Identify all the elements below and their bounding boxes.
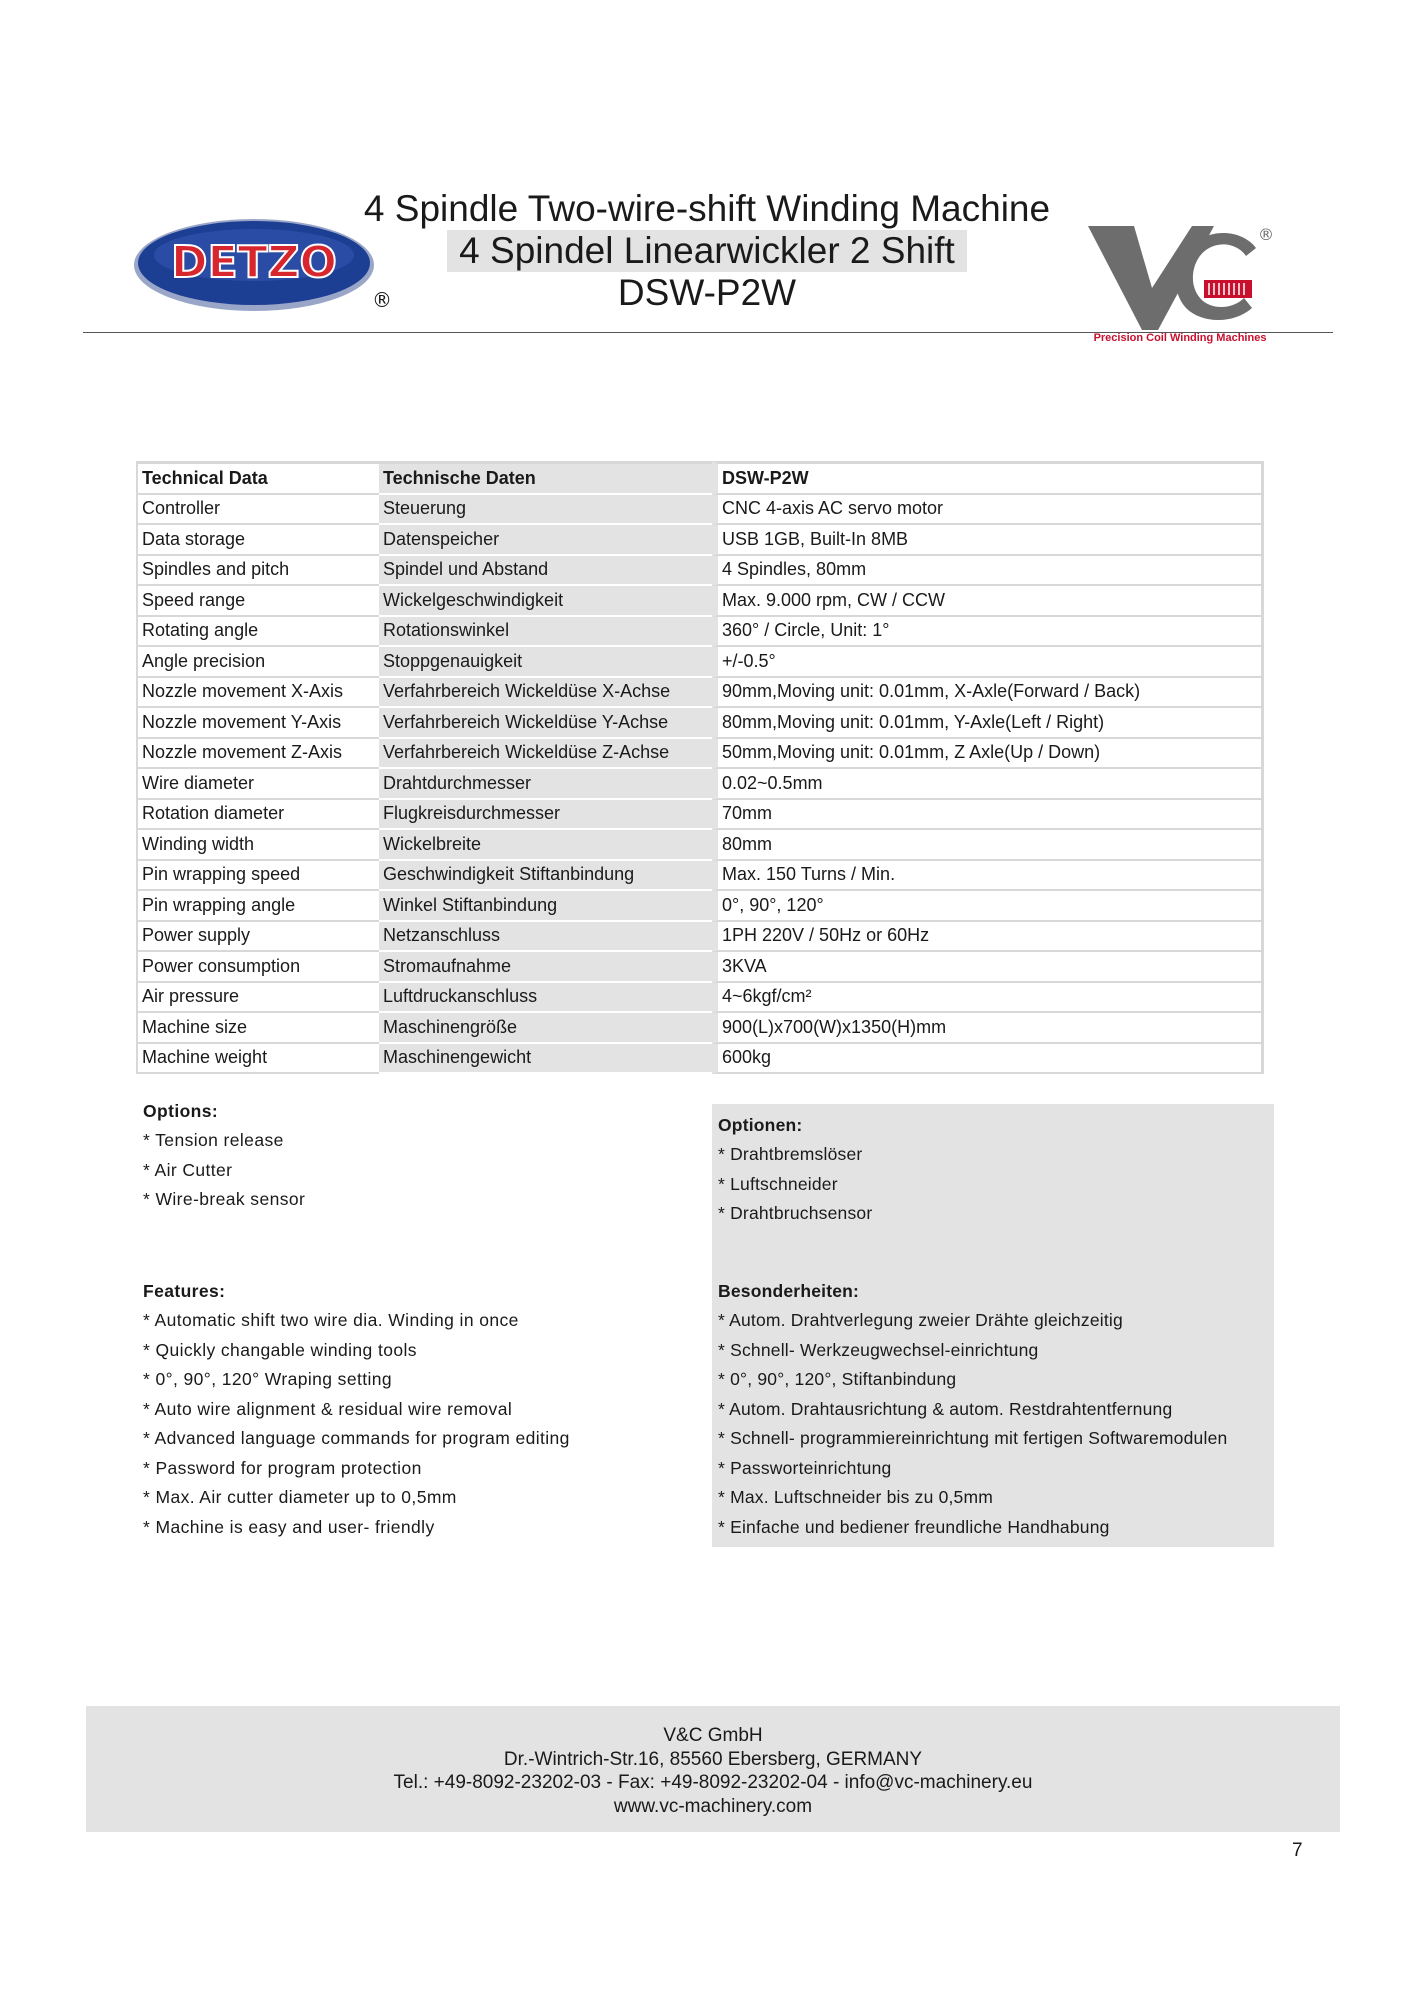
spec-name-de: Verfahrbereich Wickeldüse Y-Achse [379, 708, 712, 739]
feature-item: * Machine is easy and user- friendly [143, 1516, 435, 1537]
title-english: 4 Spindle Two-wire-shift Winding Machine [363, 188, 1051, 229]
detzo-logo-text: DETZO [171, 237, 337, 288]
feature-item: * Schnell- Werkzeugwechsel-einrichtung [718, 1339, 1039, 1360]
option-item: * Wire-break sensor [143, 1189, 306, 1209]
table-row [136, 739, 1264, 770]
spec-value: +/-0.5° [712, 647, 1264, 678]
spec-name-en: Pin wrapping angle [136, 891, 379, 922]
spec-name-en: Rotating angle [136, 617, 379, 648]
option-item: * Drahtbremslöser [718, 1144, 863, 1164]
feature-item: * Automatic shift two wire dia. Winding in once [143, 1310, 519, 1330]
table-row [136, 1013, 1264, 1044]
table-row [136, 769, 1264, 800]
spec-value: Max. 9.000 rpm, CW / CCW [712, 586, 1264, 617]
detzo-logo [132, 215, 402, 315]
feature-item: * Max. Luftschneider bis zu 0,5mm [718, 1487, 994, 1507]
spec-value: 1PH 220V / 50Hz or 60Hz [712, 922, 1264, 953]
spec-name-de: Datenspeicher [379, 525, 712, 556]
spec-value: 90mm,Moving unit: 0.01mm, X-Axle(Forward / Back) [712, 678, 1264, 709]
spec-name-de: Steuerung [379, 495, 712, 526]
table-row [136, 586, 1264, 617]
spec-name-en: Speed range [136, 586, 379, 617]
table-row [136, 647, 1264, 678]
table-row [136, 830, 1264, 861]
features-german-title: Besonderheiten: [718, 1281, 860, 1301]
vc-registered-mark: ® [1258, 225, 1274, 244]
table-row [136, 617, 1264, 648]
spec-name-de: Spindel und Abstand [379, 556, 712, 587]
table-row [136, 708, 1264, 739]
spec-name-en: Wire diameter [136, 769, 379, 800]
footer-website: www.vc-machinery.com [613, 1795, 813, 1817]
features-german [718, 1276, 1227, 1542]
header-model: DSW-P2W [712, 461, 1264, 495]
table-row [136, 952, 1264, 983]
spec-name-en: Nozzle movement Y-Axis [136, 708, 379, 739]
vc-logo [1088, 218, 1278, 338]
table-row [136, 525, 1264, 556]
options-english [143, 1096, 305, 1215]
options-english-title: Options: [143, 1101, 219, 1121]
page-number: 7 [1292, 1840, 1303, 1861]
spec-name-en: Air pressure [136, 983, 379, 1014]
spec-name-de: Stoppgenauigkeit [379, 647, 712, 678]
model-title: DSW-P2W [617, 272, 797, 313]
spec-value: 4 Spindles, 80mm [712, 556, 1264, 587]
feature-item: * Auto wire alignment & residual wire removal [143, 1398, 513, 1419]
spec-table-header-row [136, 461, 1264, 495]
spec-name-de: Rotationswinkel [379, 617, 712, 648]
spec-name-en: Angle precision [136, 647, 379, 678]
feature-item: * Autom. Drahtausrichtung & autom. Restdrahtentfernung [718, 1398, 1173, 1419]
spec-value: Max. 150 Turns / Min. [712, 861, 1264, 892]
spec-name-en: Power supply [136, 922, 379, 953]
spec-value: 0°, 90°, 120° [712, 891, 1264, 922]
feature-item: * Autom. Drahtverlegung zweier Drähte gleichzeitig [718, 1310, 1123, 1330]
options-german-list [718, 1140, 872, 1229]
spec-name-en: Controller [136, 495, 379, 526]
spec-name-de: Drahtdurchmesser [379, 769, 712, 800]
spec-value: 70mm [712, 800, 1264, 831]
footer-company: V&C GmbH [663, 1725, 763, 1746]
spec-name-en: Nozzle movement Z-Axis [136, 739, 379, 770]
options-german [718, 1110, 872, 1229]
footer-address: Dr.-Wintrich-Str.16, 85560 Ebersberg, GERMANY [503, 1748, 923, 1770]
vc-tagline: Precision Coil Winding Machines [1093, 332, 1267, 344]
option-item: * Air Cutter [143, 1159, 233, 1180]
option-item: * Tension release [143, 1130, 284, 1150]
option-item: * Drahtbruchsensor [718, 1203, 873, 1223]
footer [86, 1706, 1340, 1832]
spec-name-en: Machine weight [136, 1044, 379, 1075]
detzo-registered-mark: ® [372, 288, 392, 312]
spec-value: 80mm [712, 830, 1264, 861]
title-german: 4 Spindel Linearwickler 2 Shift [447, 230, 967, 272]
spec-value: 0.02~0.5mm [712, 769, 1264, 800]
spec-name-en: Nozzle movement X-Axis [136, 678, 379, 709]
feature-item: * Max. Air cutter diameter up to 0,5mm [143, 1487, 457, 1507]
spec-value: 360° / Circle, Unit: 1° [712, 617, 1264, 648]
features-english [143, 1276, 570, 1542]
spec-name-de: Wickelgeschwindigkeit [379, 586, 712, 617]
spec-name-en: Machine size [136, 1013, 379, 1044]
spec-value: 600kg [712, 1044, 1264, 1075]
spec-name-de: Geschwindigkeit Stiftanbindung [379, 861, 712, 892]
spec-table-body [136, 461, 1264, 1074]
options-german-title: Optionen: [718, 1115, 803, 1135]
table-row [136, 983, 1264, 1014]
spec-value: 3KVA [712, 952, 1264, 983]
spec-name-de: Winkel Stiftanbindung [379, 891, 712, 922]
table-row [136, 1044, 1264, 1075]
spec-name-en: Rotation diameter [136, 800, 379, 831]
table-row [136, 861, 1264, 892]
feature-item: * Passworteinrichtung [718, 1457, 892, 1478]
table-row [136, 891, 1264, 922]
features-english-title: Features: [143, 1281, 226, 1301]
spec-name-en: Pin wrapping speed [136, 861, 379, 892]
spec-value: USB 1GB, Built-In 8MB [712, 525, 1264, 556]
spec-value: 4~6kgf/cm² [712, 983, 1264, 1014]
spec-name-en: Power consumption [136, 952, 379, 983]
footer-contact: Tel.: +49-8092-23202-03 - Fax: +49-8092-23202-04 - info@vc-machinery.eu [393, 1772, 1033, 1793]
spec-name-de: Maschinengröße [379, 1013, 712, 1044]
spec-name-de: Verfahrbereich Wickeldüse Z-Achse [379, 739, 712, 770]
spec-value: CNC 4-axis AC servo motor [712, 495, 1264, 526]
features-english-list [143, 1306, 570, 1542]
spec-name-de: Verfahrbereich Wickeldüse X-Achse [379, 678, 712, 709]
spec-name-en: Winding width [136, 830, 379, 861]
options-english-list [143, 1126, 305, 1215]
features-german-list [718, 1306, 1227, 1542]
feature-item: * Quickly changable winding tools [143, 1339, 417, 1360]
feature-item: * 0°, 90°, 120° Wraping setting [143, 1369, 393, 1389]
table-row [136, 922, 1264, 953]
feature-item: * Einfache und bediener freundliche Handhabung [718, 1516, 1110, 1537]
spec-table [136, 461, 1264, 1074]
spec-name-de: Flugkreisdurchmesser [379, 800, 712, 831]
spec-value: 80mm,Moving unit: 0.01mm, Y-Axle(Left / Right) [712, 708, 1264, 739]
spec-name-de: Maschinengewicht [379, 1044, 712, 1075]
feature-item: * Advanced language commands for program editing [143, 1428, 570, 1448]
spec-value: 50mm,Moving unit: 0.01mm, Z Axle(Up / Down) [712, 739, 1264, 770]
spec-name-de: Stromaufnahme [379, 952, 712, 983]
table-row [136, 556, 1264, 587]
feature-item: * Password for program protection [143, 1457, 422, 1478]
header-technical-data: Technical Data [136, 461, 379, 495]
spec-name-de: Netzanschluss [379, 922, 712, 953]
table-row [136, 678, 1264, 709]
spec-name-en: Data storage [136, 525, 379, 556]
spec-name-en: Spindles and pitch [136, 556, 379, 587]
feature-item: * Schnell- programmiereinrichtung mit fertigen Softwaremodulen [718, 1428, 1228, 1448]
spec-value: 900(L)x700(W)x1350(H)mm [712, 1013, 1264, 1044]
spec-name-de: Luftdruckanschluss [379, 983, 712, 1014]
feature-item: * 0°, 90°, 120°, Stiftanbindung [718, 1369, 957, 1389]
option-item: * Luftschneider [718, 1173, 838, 1194]
header-technische-daten: Technische Daten [379, 461, 712, 495]
spec-name-de: Wickelbreite [379, 830, 712, 861]
table-row [136, 800, 1264, 831]
table-row [136, 495, 1264, 526]
